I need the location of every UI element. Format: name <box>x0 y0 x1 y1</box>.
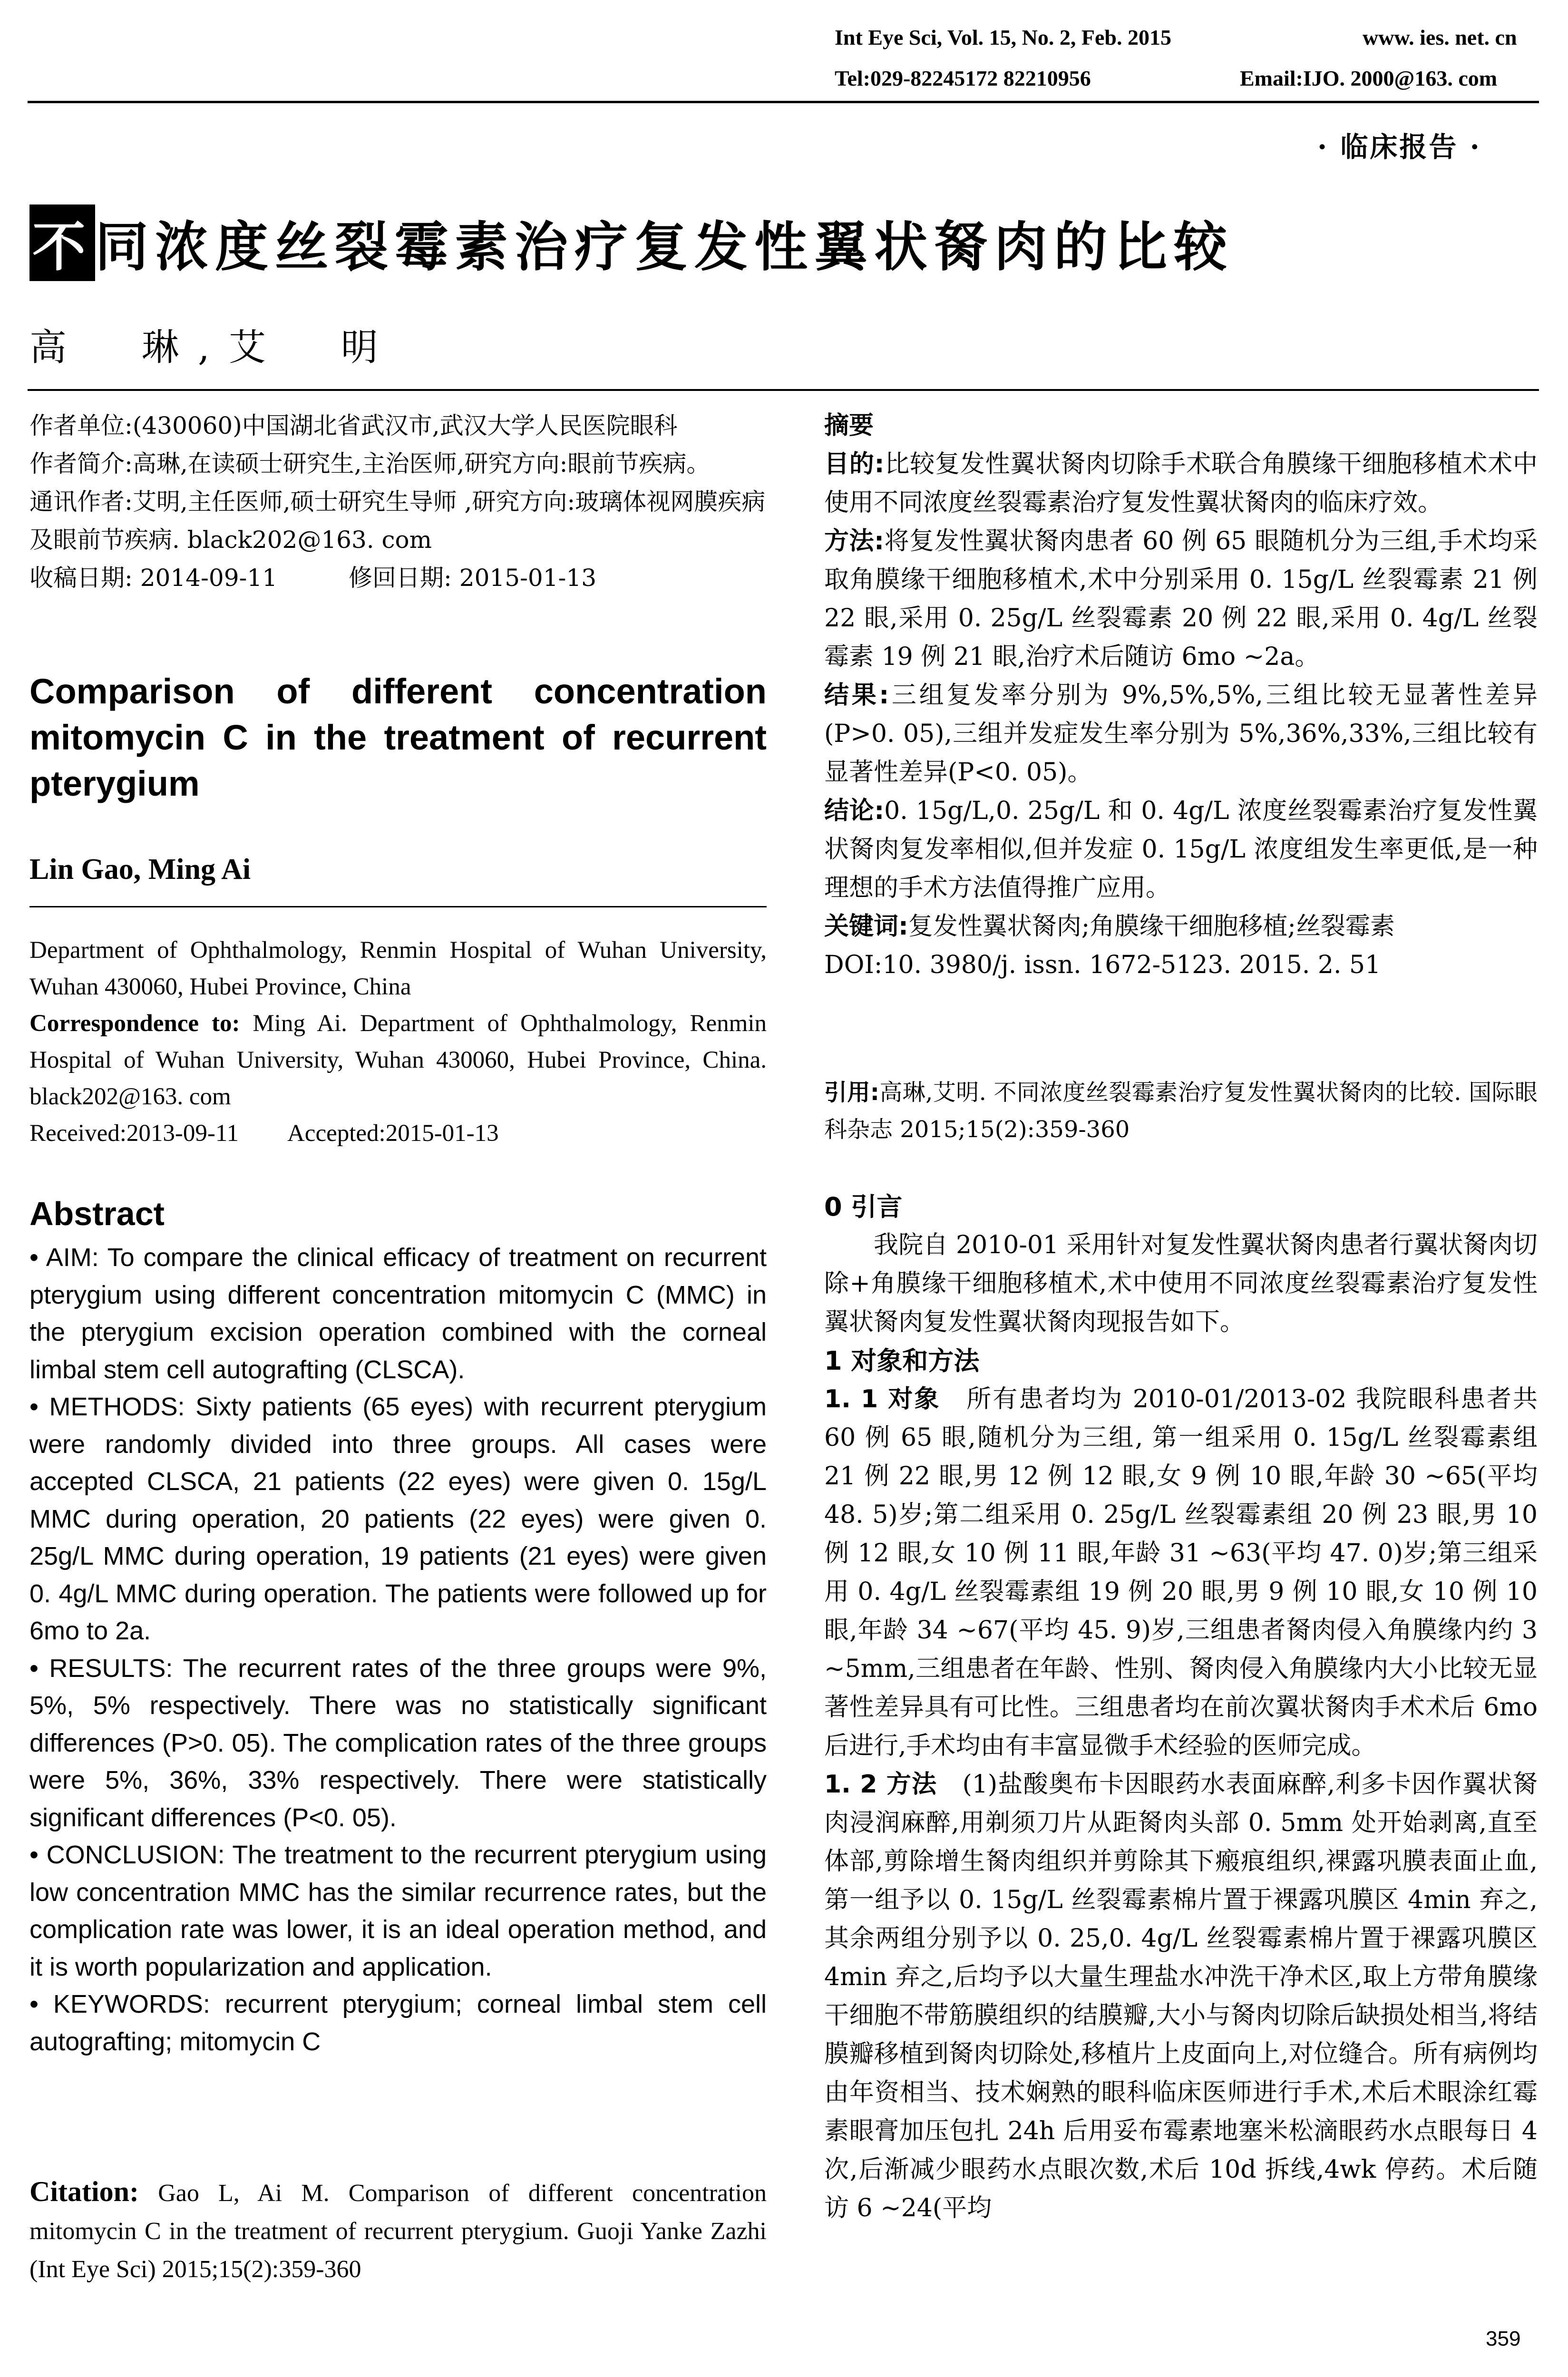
subjects-label: 1. 1 对象 <box>824 1385 941 1413</box>
abstract-aim: • AIM: To compare the clinical efficacy of treatment on recurrent pterygium using different concentration mitomycin C (MMC) in the pterygium excision operation combined with the corneal limbal stem cell autografting (CLSCA). <box>29 1243 767 1384</box>
results-label: 结果: <box>824 681 889 710</box>
correspondence-text: Ming Ai. Department of Ophthalmology, Renmin Hospital of Wuhan University, Wuhan 430060, Hubei Province, China. black202@163. com <box>29 1010 767 1110</box>
english-authors: Lin Gao, Ming Ai <box>29 853 251 886</box>
cite-text-cn: 高琳,艾明. 不同浓度丝裂霉素治疗复发性翼状胬肉的比较. 国际眼科杂志 2015;15(2):359-360 <box>824 1079 1538 1143</box>
corresponding-author-cn: 通讯作者:艾明,主任医师,硕士研究生导师 ,研究方向:玻璃体视网膜疾病及眼前节疾病. black202@163. com <box>29 488 766 554</box>
intro-paragraph: 我院自 2010-01 采用针对复发性翼状胬肉患者行翼状胬肉切除+角膜缘干细胞移植术,术中使用不同浓度丝裂霉素治疗复发性翼状胬肉复发性翼状胬肉现报告如下。 <box>824 1231 1538 1336</box>
methods-label: 方法: <box>824 527 884 555</box>
aim-text: 比较复发性翼状胬肉切除手术联合角膜缘干细胞移植术术中使用不同浓度丝裂霉素治疗复发性翼状胬肉的临床疗效。 <box>824 450 1538 517</box>
header-rule <box>28 101 1539 103</box>
abstract-methods: • METHODS: Sixty patients (65 eyes) with recurrent pterygium were randomly divided into three groups. All cases were accepted CLSCA, 21 patients (22 eyes) were given 0. 15g/L MMC during operation, 20 patients (22 eyes) were given 0. 25g/L MMC during operation, 19 patients (21 eyes) were given 0. 4g/L MMC during operation. The patients were followed up for 6mo to 2a. <box>29 1393 767 1645</box>
aim-label: 目的: <box>824 450 885 478</box>
methods-cn <box>824 522 1538 676</box>
keywords-cn <box>824 907 1538 946</box>
method-label: 1. 2 方法 <box>824 1770 937 1799</box>
citation-label: Citation: <box>29 2176 139 2207</box>
author-affiliation-cn: 作者单位:(430060)中国湖北省武汉市,武汉大学人民医院眼科 <box>29 412 678 439</box>
body-text <box>824 1188 1538 2228</box>
journal-website: www. ies. net. cn <box>1363 25 1517 49</box>
page-number: 359 <box>1486 2327 1521 2350</box>
journal-email: Email:IJO. 2000@163. com <box>1240 66 1498 90</box>
section-tag: · 临床报告 · <box>1317 131 1481 163</box>
abstract-heading-en: Abstract <box>29 1195 165 1232</box>
author-rule <box>29 906 767 907</box>
title-first-char: 不 <box>29 205 95 281</box>
title-rest: 同浓度丝裂霉素治疗复发性翼状胬肉的比较 <box>95 216 1234 278</box>
author-bio-cn: 作者简介:高琳,在读硕士研究生,主治医师,研究方向:眼前节疾病。 <box>29 450 711 477</box>
aim-cn <box>824 445 1538 522</box>
citation-en <box>29 2172 767 2289</box>
abstract-heading-cn: 摘要 <box>824 411 874 440</box>
correspondence-en <box>29 1005 767 1115</box>
journal-tel: Tel:029-82245172 82210956 <box>835 66 1091 90</box>
results-text: 三组复发率分别为 9%,5%,5%,三组比较无显著性差异(P>0. 05),三组并发症发生率分别为 5%,36%,33%,三组比较有显著性差异(P<0. 05)。 <box>824 681 1538 787</box>
results-cn <box>824 676 1538 792</box>
methods-heading: 1 对象和方法 <box>824 1346 980 1376</box>
abstract-results: • RESULTS: The recurrent rates of the three groups were 9%, 5%, 5% respectively. There was no statistically significant differences (P>0. 05). The complication rates of the three groups were 5%, 36%, 33% respectively. There were statistically significant differences (P<0. 05). <box>29 1654 767 1832</box>
conclusion-cn <box>824 792 1538 907</box>
cite-label-cn: 引用: <box>824 1079 879 1106</box>
subjects-text: 所有患者均为 2010-01/2013-02 我院眼科患者共 60 例 65 眼,随机分为三组, 第一组采用 0. 15g/L 丝裂霉素组 21 例 22 眼,男 12 例 12 眼,女 9 例 10 眼,年龄 30 ~65(平均 48. 5)岁;第二组采用 0. 25g/L 丝裂霉素组 20 例 23 眼,男 10 例 12 眼,女 10 例 11 眼,年龄 31 ~63(平均 47. 0)岁;第三组采用 0. 4g/L 丝裂霉素组 19 例 20 眼,男 9 例 10 眼,女 10 例 10 眼,年龄 34 ~67(平均 45. 9)岁,三组患者胬肉侵入角膜缘内约 3 ~5mm,三组患者在年龄、性别、胬肉侵入角膜缘内大小比较无显著性差异具有可比性。三组患者均在前次翼状胬肉手术术后 6mo 后进行,手术均由有丰富显微手术经验的医师完成。 <box>824 1385 1538 1760</box>
citation-text: Gao L, Ai M. Comparison of different concentration mitomycin C in the treatment of recurrent pterygium. Guoji Yanke Zazhi (Int Eye Sci) 2015;15(2):359-360 <box>29 2180 767 2283</box>
conclusion-label: 结论: <box>824 797 885 825</box>
english-metadata <box>29 932 767 1152</box>
conclusion-text: 0. 15g/L,0. 25g/L 和 0. 4g/L 浓度丝裂霉素治疗复发性翼状胬肉复发率相似,但并发症 0. 15g/L 浓度组发生率更低,是一种理想的手术方法值得推广应用。 <box>824 797 1538 902</box>
authors-chinese: 高 琳,艾 明 <box>29 326 397 369</box>
doi: DOI:10. 3980/j. issn. 1672-5123. 2015. 2. 51 <box>824 951 1381 979</box>
journal-citation-line: Int Eye Sci, Vol. 15, No. 2, Feb. 2015 <box>835 25 1171 49</box>
methods-text: 将复发性翼状胬肉患者 60 例 65 眼随机分为三组,手术均采取角膜缘干细胞移植术,术中分别采用 0. 15g/L 丝裂霉素 21 例 22 眼,采用 0. 25g/L 丝裂霉素 20 例 22 眼,采用 0. 4g/L 丝裂霉素 19 例 21 眼,治疗术后随访 6mo ~2a。 <box>824 527 1538 671</box>
chinese-metadata <box>29 407 767 597</box>
abstract-en <box>29 1239 767 2060</box>
keywords-text: 复发性翼状胬肉;角膜缘干细胞移植;丝裂霉素 <box>908 912 1395 941</box>
subjects-paragraph <box>824 1380 1538 1765</box>
dates-cn: 收稿日期: 2014-09-11 修回日期: 2015-01-13 <box>29 564 597 592</box>
title-rule <box>28 389 1539 391</box>
method-paragraph <box>824 1765 1538 2228</box>
english-title: Comparison of different concentration mitomycin C in the treatment of recurrent pterygium <box>29 672 767 803</box>
intro-heading: 0 引言 <box>824 1192 903 1222</box>
method-text: (1)盐酸奥布卡因眼药水表面麻醉,利多卡因作翼状胬肉浸润麻醉,用剃须刀片从距胬肉头部 0. 5mm 处开始剥离,直至体部,剪除增生胬肉组织并剪除其下瘢痕组织,裸露巩膜表面止血,第一组予以 0. 15g/L 丝裂霉素棉片置于裸露巩膜区 4min 弃之,其余两组分别予以 0. 25,0. 4g/L 丝裂霉素棉片置于裸露巩膜区 4min 弃之,后均予以大量生理盐水冲洗干净术区,取上方带角膜缘干细胞不带筋膜组织的结膜瓣,大小与胬肉切除后缺损处相当,将结膜瓣移植到胬肉切除处,移植片上皮面向上,对位缝合。所有病例均由年资相当、技术娴熟的眼科临床医师进行手术,术后术眼涂红霉素眼膏加压包扎 24h 后用妥布霉素地塞米松滴眼药水点眼每日 4 次,后渐减少眼药水点眼次数,术后 10d 拆线,4wk 停药。术后随访 6 ~24(平均 <box>824 1770 1538 2222</box>
affiliation-en: Department of Ophthalmology, Renmin Hospital of Wuhan University, Wuhan 430060, Hubei Province, China <box>29 937 767 1000</box>
keywords-label: 关键词: <box>824 912 908 941</box>
received-accepted: Received:2013-09-11 Accepted:2015-01-13 <box>29 1120 499 1147</box>
chinese-abstract <box>824 407 1538 984</box>
article-title <box>29 205 1234 281</box>
citation-cn <box>824 1074 1538 1148</box>
abstract-conclusion: • CONCLUSION: The treatment to the recurrent pterygium using low concentration MMC has the similar recurrence rates, but the complication rate was lower, it is an ideal operation method, and it is worth popularization and application. <box>29 1841 767 1981</box>
abstract-keywords: • KEYWORDS: recurrent pterygium; corneal limbal stem cell autografting; mitomycin C <box>29 1990 767 2056</box>
correspondence-label: Correspondence to: <box>29 1010 240 1037</box>
